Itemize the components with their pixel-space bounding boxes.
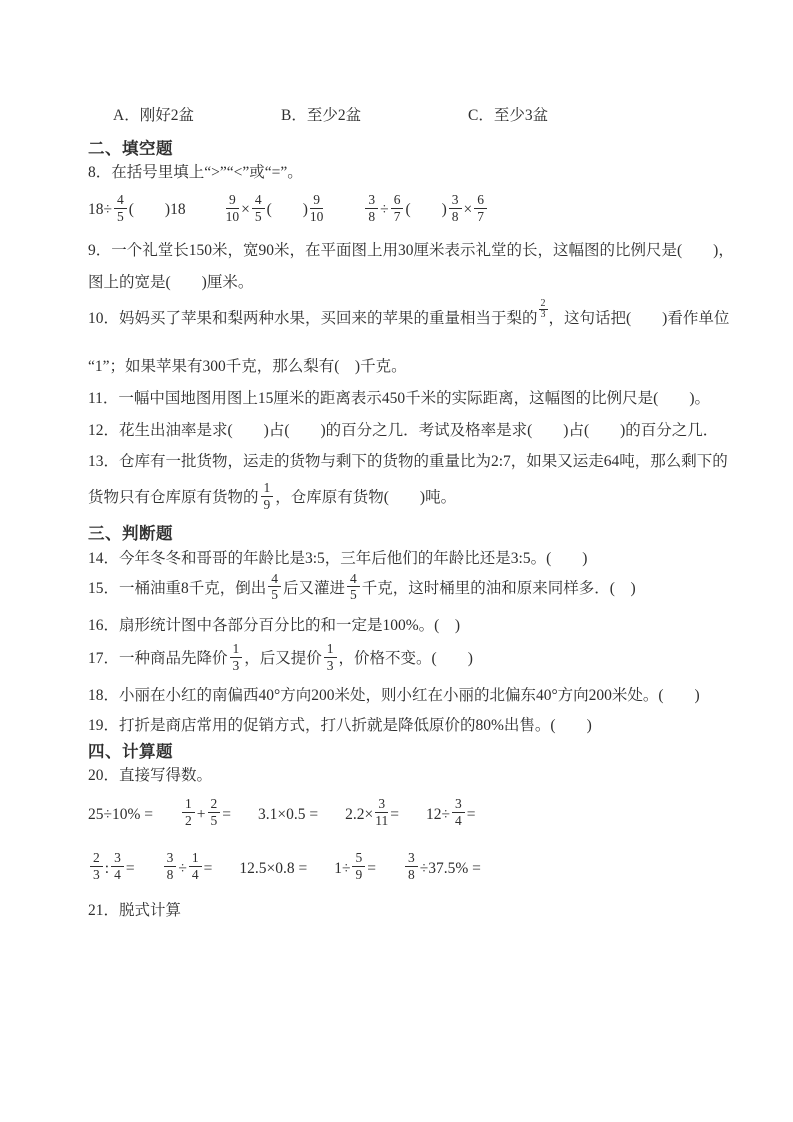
question-13-line-1: 13．仓库有一批货物，运走的货物与剩下的货物的重量比为2:7，如果又运走64吨，那么剩下的 [88, 453, 728, 471]
fraction-denominator: 7 [393, 208, 401, 224]
expression: 25÷10% = [88, 805, 154, 823]
fraction [189, 851, 202, 882]
fraction [182, 797, 195, 828]
fraction [352, 851, 365, 882]
question-8-expressions [88, 188, 733, 232]
question-15: 15．一桶油重8千克，倒出 $\frac{4}{5}$ 后又灌进 $\frac{4}{5}$ 千克，这时桶里的油和原来同样多．( ) [88, 570, 636, 603]
fraction-denominator: 2 [185, 813, 192, 829]
fraction [347, 572, 360, 603]
question-13-line-2: 货物只有仓库原有货物的 $\frac{1}{9}$ ，仓库原有货物( )吨。 [88, 480, 457, 512]
fraction-denominator: 5 [271, 587, 279, 603]
fraction [114, 193, 127, 224]
fraction-numerator: 3 [365, 193, 378, 209]
question-20-row-1 [88, 791, 733, 839]
fraction [310, 193, 324, 224]
expression: $\frac{3}{8}$ ÷ $\frac{1}{4}$ = [162, 845, 213, 893]
expression: $\frac{9}{10}$ × $\frac{4}{5}$ ( ) $\frac{9}{10}$ [225, 191, 324, 224]
fraction-numerator: 3 [452, 797, 465, 813]
expression: $\frac{1}{2}$ + $\frac{2}{5}$ = [180, 791, 231, 839]
expression: $\frac{3}{8}$ ÷ $\frac{6}{7}$ ( ) $\frac{3}{8}$ × $\frac{6}{7}$ [363, 188, 489, 232]
question-10-line-2: “1”；如果苹果有300千克，那么梨有( )千克。 [88, 358, 407, 376]
fraction-numerator: 9 [310, 193, 324, 209]
option-b: B．至少2盆 [281, 107, 362, 124]
fraction-denominator: 8 [166, 867, 174, 883]
fraction [452, 797, 465, 828]
fraction-denominator: 5 [210, 813, 218, 829]
expression: 1÷ $\frac{5}{9}$ = [334, 850, 376, 883]
fraction-numerator: 1 [324, 642, 337, 658]
question-19: 19．打折是商店常用的促销方式，打八折就是降低原价的80%出售。( ) [88, 716, 592, 734]
fraction-numerator: 1 [182, 797, 195, 813]
fraction-denominator: 11 [375, 813, 389, 829]
fraction-denominator: 5 [350, 587, 357, 603]
fraction-denominator: 8 [407, 867, 415, 883]
fraction-numerator: 4 [347, 572, 360, 588]
fraction-numerator: 4 [114, 193, 127, 209]
question-11: 11．一幅中国地图用图上15厘米的距离表示450千米的实际距离，这幅图的比例尺是( )。 [88, 390, 711, 408]
fraction-numerator: 1 [230, 642, 243, 658]
expression: 12÷ $\frac{3}{4}$ = [426, 796, 476, 829]
choice-options-row [88, 105, 733, 127]
fraction-numerator: 3 [449, 193, 462, 209]
fraction-denominator: 5 [117, 208, 124, 224]
fraction-numerator: 3 [111, 851, 124, 867]
fraction [252, 193, 265, 224]
fraction-numerator: 3 [164, 851, 177, 867]
fraction-denominator: 5 [254, 208, 262, 224]
fraction-numerator: 1 [189, 851, 202, 867]
question-10-line-1: 10．妈妈买了苹果和梨两种水果，买回来的苹果的重量相当于梨的 $\frac{2}{3}$ ，这句话把( )看作单位 [88, 297, 730, 327]
fraction-numerator: 5 [352, 851, 365, 867]
option-a: A．刚好2盆 [113, 107, 194, 124]
fraction-numerator: 3 [405, 851, 418, 867]
fraction-denominator: 10 [225, 208, 240, 224]
fraction [111, 851, 124, 882]
fraction-denominator: 9 [355, 867, 363, 883]
question-9-line-1: 9．一个礼堂长150米，宽90米，在平面图上用30厘米表示礼堂的长，这幅图的比例尺是( )， [88, 242, 734, 259]
fraction [474, 193, 487, 224]
fraction-denominator: 4 [114, 867, 121, 883]
fraction-numerator: 9 [226, 193, 240, 209]
fraction [164, 851, 177, 882]
fraction-numerator: 1 [261, 481, 274, 497]
fraction-numerator: 4 [252, 193, 265, 209]
fraction-denominator: 8 [451, 208, 459, 224]
section-heading-calc: 四、计算题 [88, 741, 173, 761]
question-8-text: 8．在括号里填上“>”“<”或“=”。 [88, 164, 303, 181]
fraction-denominator: 3 [93, 867, 100, 883]
question-17: 17．一种商品先降价 $\frac{1}{3}$ ，后又提价 $\frac{1}{3}$ ，价格不变。( ) [88, 641, 473, 673]
fraction-numerator: 2 [90, 851, 103, 867]
question-16: 16．扇形统计图中各部分百分比的和一定是100%。( ) [88, 617, 460, 635]
question-20-row-2 [88, 845, 733, 893]
expression: 12.5×0.8 = [239, 859, 308, 877]
fraction [208, 797, 221, 828]
fraction [226, 193, 240, 224]
fraction-denominator: 8 [368, 208, 376, 224]
expression: 2.2× $\frac{3}{11}$ = [345, 796, 400, 829]
fraction [268, 572, 281, 603]
fraction [405, 851, 418, 882]
question-12: 12．花生出油率是求( )占( )的百分之几．考试及格率是求( )占( )的百分之几． [88, 422, 719, 440]
fraction [261, 481, 274, 512]
fraction-numerator: 4 [268, 572, 281, 588]
section-heading-judge: 三、判断题 [88, 523, 173, 543]
expression: 18÷ $\frac{4}{5}$ ( )18 [88, 191, 186, 224]
fraction [449, 193, 462, 224]
fraction-numerator: 6 [474, 193, 487, 209]
fraction-denominator: 10 [309, 208, 324, 224]
fraction-numerator: 2 [540, 297, 546, 309]
question-20-text: 20．直接写得数。 [88, 766, 213, 784]
fraction-denominator: 3 [326, 657, 334, 673]
fraction [324, 642, 337, 673]
section-heading-fill-in: 二、填空题 [88, 139, 173, 158]
option-c: C．至少3盆 [468, 107, 549, 124]
expression: 3.1×0.5 = [258, 805, 319, 823]
fraction [90, 851, 103, 882]
fraction-numerator: 3 [375, 797, 388, 813]
fraction [539, 299, 548, 320]
fraction [365, 193, 378, 224]
fraction-denominator: 7 [477, 208, 485, 224]
question-9-line-2: 图上的宽是( )厘米。 [88, 274, 254, 291]
fraction-denominator: 3 [232, 657, 240, 673]
fraction [230, 642, 243, 673]
fraction-denominator: 4 [455, 813, 462, 829]
expression: $\frac{2}{3}$ : $\frac{3}{4}$ = [88, 845, 135, 893]
question-21-text: 21．脱式计算 [88, 901, 182, 919]
fraction [375, 797, 388, 828]
fraction-denominator: 9 [263, 496, 271, 512]
fraction-numerator: 2 [208, 797, 221, 813]
fraction-denominator: 4 [191, 867, 199, 883]
expression: $\frac{3}{8}$ ÷37.5% = [403, 845, 481, 893]
fraction-denominator: 3 [540, 308, 546, 320]
question-14: 14．今年冬冬和哥哥的年龄比是3:5，三年后他们的年龄比还是3:5。( ) [88, 549, 588, 567]
fraction-numerator: 6 [391, 193, 404, 209]
question-18: 18．小丽在小红的南偏西40°方向200米处，则小红在小丽的北偏东40°方向200米处。( ) [88, 686, 700, 704]
fraction [391, 193, 404, 224]
